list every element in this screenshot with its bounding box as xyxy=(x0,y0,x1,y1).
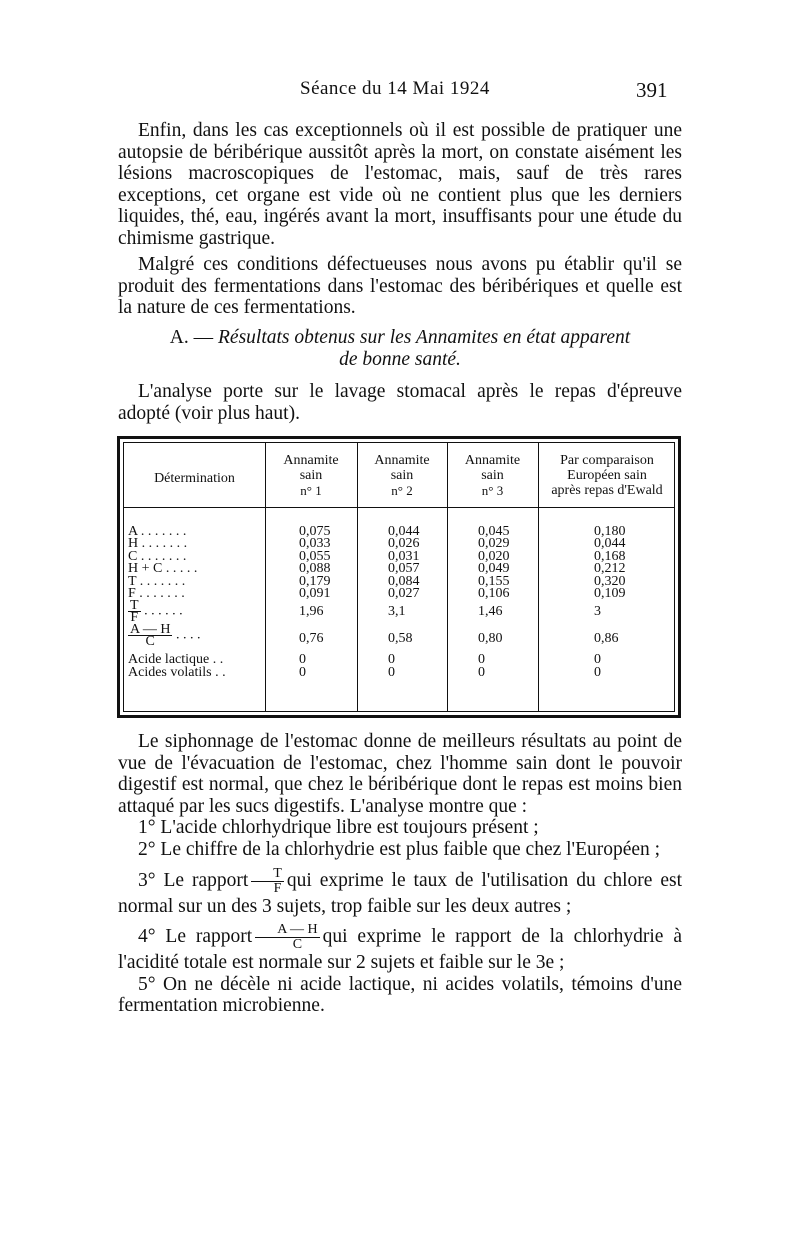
row-labels xyxy=(128,526,268,679)
values-col-3 xyxy=(478,526,510,679)
table-cell: 0,055 xyxy=(299,548,331,564)
table-cell: 0,044 xyxy=(594,536,626,552)
table-cell: 0,80 xyxy=(478,631,503,647)
fraction-numerator: T xyxy=(251,867,284,882)
header-col-4 xyxy=(538,453,676,498)
table-cell: 0,76 xyxy=(299,631,324,647)
leader-dots: . . . . xyxy=(175,628,201,644)
table-cell: 0 xyxy=(478,664,485,680)
table-cell: 0,180 xyxy=(594,524,626,539)
table-cell: 0,026 xyxy=(388,536,420,552)
table-cell: 0,075 xyxy=(299,524,331,539)
header-col-4-line: Européen sain xyxy=(567,468,647,483)
running-header xyxy=(0,78,800,102)
header-col-2-line: sain xyxy=(390,468,414,483)
values-col-1 xyxy=(299,526,331,679)
table-cell: 0,088 xyxy=(299,561,331,577)
running-title: Séance du 14 Mai 1924 xyxy=(300,78,490,99)
conclusion-item-5: 5° On ne décèle ni acide lactique, ni acides volatils, témoins d'une fermentation microbienne. xyxy=(118,973,682,1017)
ratio-tf-fraction xyxy=(128,598,141,626)
row-label: H . . . . . . . xyxy=(128,536,188,552)
table-cell: 0,033 xyxy=(299,536,331,552)
table-cell: 0,020 xyxy=(478,548,510,564)
section-heading xyxy=(118,327,682,370)
table-cell: 0,031 xyxy=(388,548,420,564)
header-col-1-line: n° 1 xyxy=(300,483,322,498)
table-cell: 0,027 xyxy=(388,585,420,601)
table-cell: 0 xyxy=(594,652,601,668)
conclusion-item-4 xyxy=(118,923,682,974)
table-cell: 0,044 xyxy=(388,524,420,539)
analysis-table xyxy=(117,436,681,718)
analysis-table-inner xyxy=(123,442,675,712)
values-col-2 xyxy=(388,526,420,679)
table-cell: 0,168 xyxy=(594,548,626,564)
ratio-ahc-fraction xyxy=(128,622,172,650)
table-cell: 0,057 xyxy=(388,561,420,577)
header-col-2-line: Annamite xyxy=(374,453,430,468)
header-col-4-line: après repas d'Ewald xyxy=(551,483,663,498)
table-cell: 0 xyxy=(388,652,395,668)
paragraph-3-text: L'analyse porte sur le lavage stomacal après le repas d'épreuve adopté (voir plus haut). xyxy=(118,381,682,424)
section-letter: A. — xyxy=(169,327,214,348)
ratio-tf-inline xyxy=(251,867,284,896)
row-label: T . . . . . . . xyxy=(128,573,186,589)
row-label: C . . . . . . . xyxy=(128,548,187,564)
row-label-ratio-tf xyxy=(128,600,268,624)
header-col-4-line: Par comparaison xyxy=(560,453,654,468)
table-cell: 3 xyxy=(594,604,601,620)
table-cell: 0 xyxy=(299,652,306,668)
fraction-numerator: A — H xyxy=(255,923,319,938)
conclusions xyxy=(118,731,682,1017)
table-cell: 1,46 xyxy=(478,604,503,620)
table-cell: 0 xyxy=(388,664,395,680)
row-label: Acide lactique . . xyxy=(128,652,224,668)
conclusion-item-1: 1° L'acide chlorhydrique libre est toujours présent ; xyxy=(138,817,539,839)
header-col-3-line: n° 3 xyxy=(481,483,504,498)
table-cell: 0,86 xyxy=(594,631,619,647)
paragraph-3 xyxy=(118,381,682,424)
table-cell: 0,155 xyxy=(478,573,510,589)
table-cell: 0,084 xyxy=(388,573,420,589)
section-title-line-2: de bonne santé. xyxy=(339,348,461,370)
header-determination: Détermination xyxy=(154,471,235,486)
table-cell: 0,109 xyxy=(594,585,626,601)
paragraph-1 xyxy=(118,120,682,250)
row-label: H + C . . . . . xyxy=(128,561,198,577)
paragraph-2-text: Malgré ces conditions défectueuses nous avons pu établir qu'il se produit des fermentations dans l'estomac des béribériques et quelle est la nature de ces fermentations. xyxy=(118,254,682,319)
paragraph-1-text: Enfin, dans les cas exceptionnels où il est possible de pratiquer une autopsie de béribérique aussitôt après la mort, on constate aisément les lésions macroscopiques de l'estomac, mais, sauf de très rares exceptions, cet organe est vide où ne contient plus que les derniers liquides, thé, eau, ingérés avant la mort, insuffisants pour une étude du chimisme gastrique. xyxy=(118,120,682,249)
table-cell: 0 xyxy=(299,664,306,680)
item-3-lead: 3° Le rapport xyxy=(138,869,249,891)
header-col-1-line: sain xyxy=(299,468,323,483)
conclusion-item-3 xyxy=(118,867,682,918)
values-col-4 xyxy=(594,526,626,679)
table-cell: 0 xyxy=(594,664,601,680)
section-title-line-1: Résultats obtenus sur les Annamites en état apparent xyxy=(218,327,631,348)
fraction-numerator: T xyxy=(130,598,139,614)
page-number: 391 xyxy=(636,78,668,102)
table-cell: 0,049 xyxy=(478,561,510,577)
fraction-denominator: F xyxy=(130,610,139,626)
header-col-2 xyxy=(357,453,447,498)
table-cell: 0,179 xyxy=(299,573,331,589)
item-3-rest: qui exprime le taux de l'utilisation du chlore est normal sur un des 3 sujets, trop faible sur les deux autres ; xyxy=(118,869,682,917)
row-label: A . . . . . . . xyxy=(128,524,187,539)
table-cell: 0,029 xyxy=(478,536,510,552)
table-cell: 0,320 xyxy=(594,573,626,589)
item-4-rest: qui exprime le rapport de la chlorhydrie à l'acidité totale est normale sur 2 sujets et faible sur le 3e ; xyxy=(118,926,682,974)
header-col-1 xyxy=(265,453,357,498)
table-cell: 0 xyxy=(478,652,485,668)
table-cell: 0,58 xyxy=(388,631,413,647)
fraction-denominator: F xyxy=(273,880,282,896)
row-label: Acides volatils . . xyxy=(128,664,226,680)
fraction-denominator: C xyxy=(292,937,303,953)
item-4-lead: 4° Le rapport xyxy=(138,926,253,948)
ratio-ahc-inline xyxy=(255,923,319,952)
row-label-ratio-ahc xyxy=(128,624,268,654)
table-cell: 0,212 xyxy=(594,561,626,577)
header-col-2-line: n° 2 xyxy=(391,483,413,498)
header-divider xyxy=(124,507,674,508)
header-col-1-line: Annamite xyxy=(283,453,339,468)
paragraph-4-text: Le siphonnage de l'estomac donne de meilleurs résultats au point de vue de l'évacuation de l'estomac, chez l'homme sain dont le pouvoir digestif est normal, que chez le béribérique dont le repas est moins bien attaqué par les sucs digestifs. L'analyse montre que : xyxy=(118,731,682,817)
conclusion-item-2: 2° Le chiffre de la chlorhydrie est plus faible que chez l'Européen ; xyxy=(138,838,661,860)
leader-dots: . . . . . . xyxy=(144,604,183,620)
table-cell: 0,045 xyxy=(478,524,510,539)
header-col-3 xyxy=(447,453,538,498)
header-col-3-line: sain xyxy=(481,468,504,483)
table-cell: 0,091 xyxy=(299,585,331,601)
header-col-3-line: Annamite xyxy=(464,453,521,468)
paragraph-2 xyxy=(118,254,682,319)
fraction-denominator: C xyxy=(145,634,155,650)
table-cell: 3,1 xyxy=(388,604,406,620)
table-cell: 1,96 xyxy=(299,604,324,620)
table-cell: 0,106 xyxy=(478,585,510,601)
row-label: F . . . . . . . xyxy=(128,585,185,601)
fraction-numerator: A — H xyxy=(130,622,171,638)
